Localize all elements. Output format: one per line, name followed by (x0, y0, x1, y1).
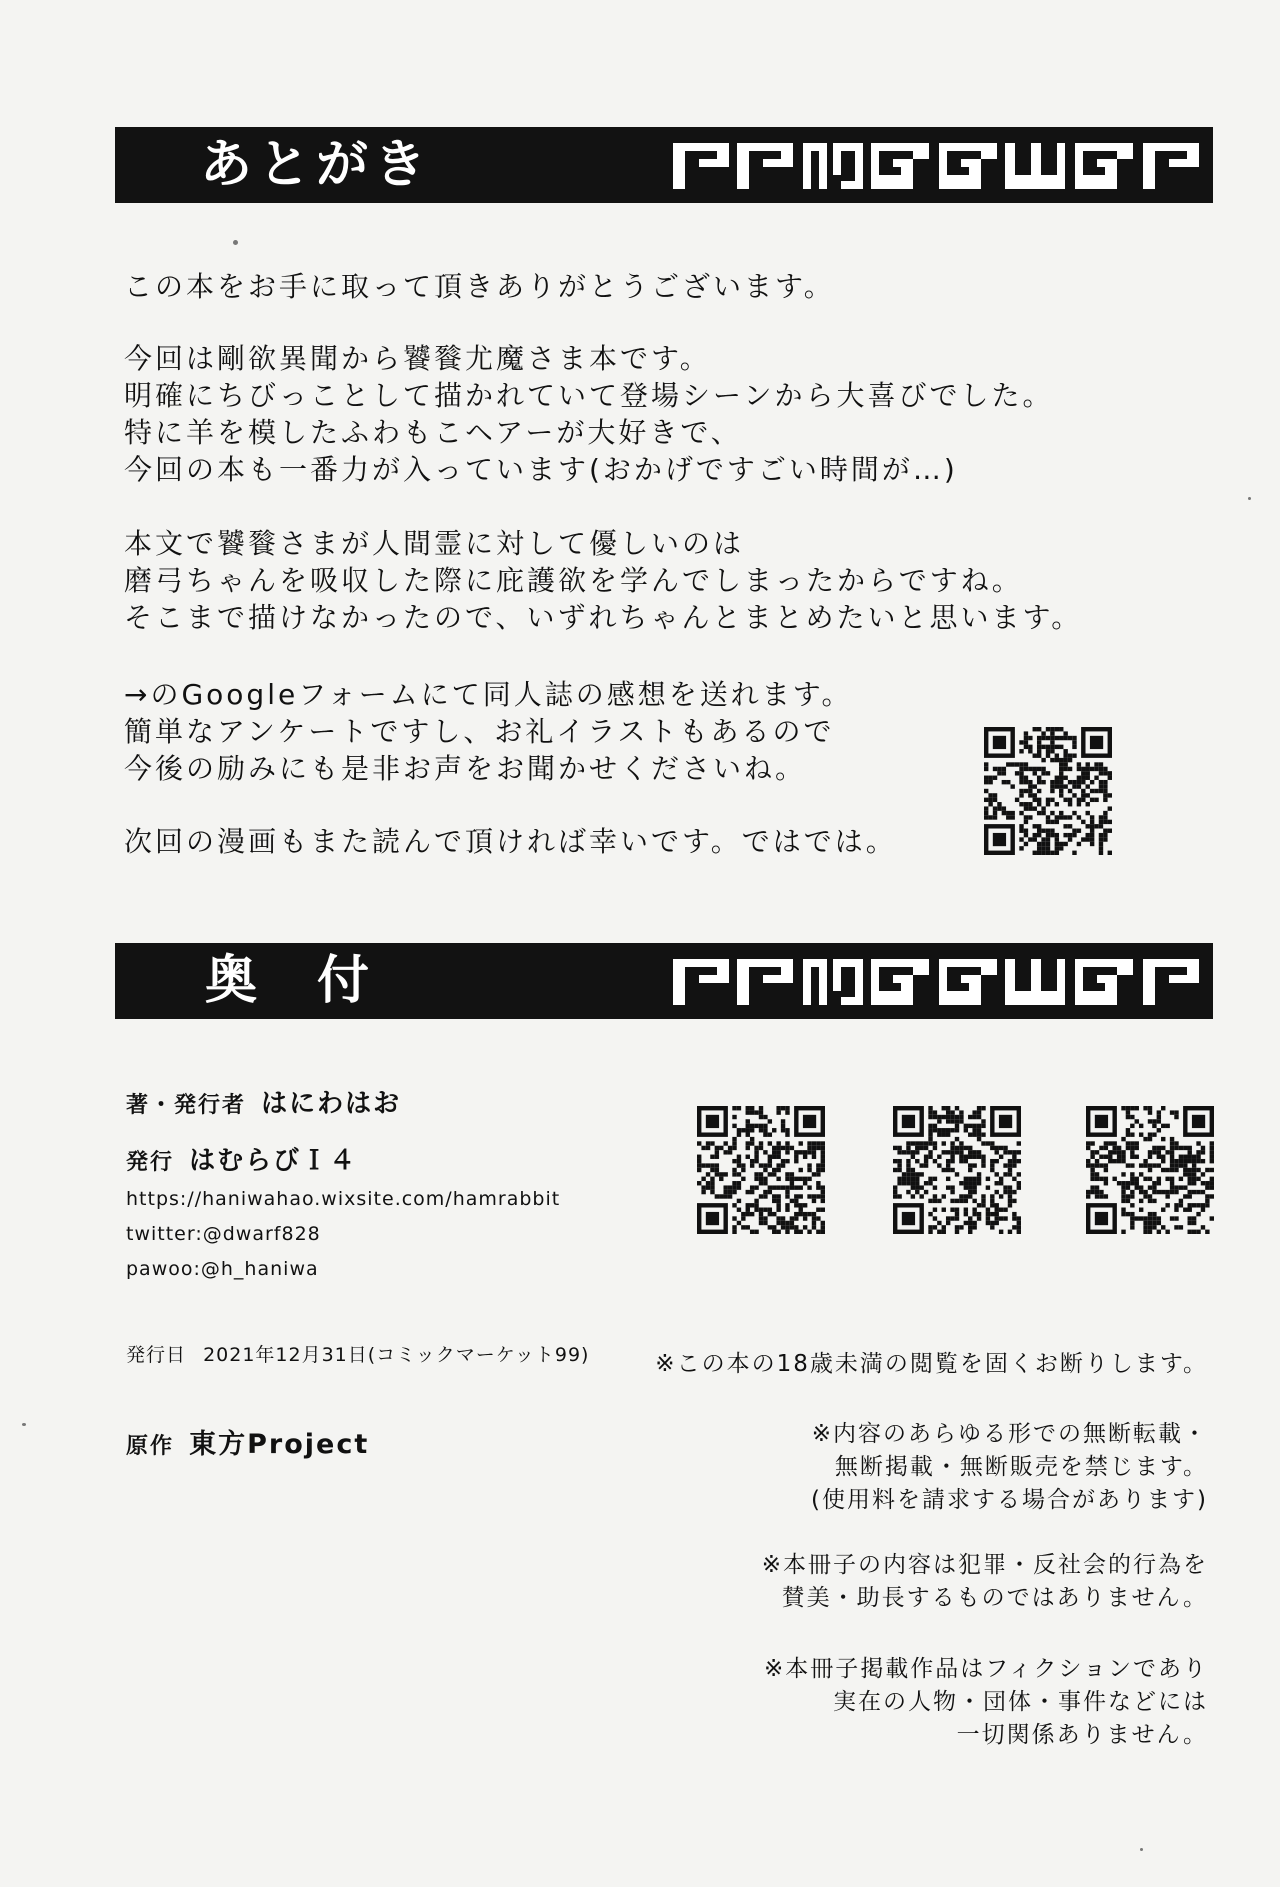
afterword-line: 今回の本も一番力が入っています(おかげですごい時間が…) (124, 453, 958, 486)
afterword-paragraph-2 (124, 340, 1053, 488)
scan-speck (233, 240, 238, 245)
notice-line: 賛美・助長するものではありません。 (781, 1585, 1208, 1611)
afterword-line: 本文で饕餮さまが人間霊に対して優しいのは (124, 527, 745, 560)
scan-speck (1140, 1848, 1143, 1851)
afterword-paragraph-5 (124, 823, 897, 860)
notice-line: ※本冊子の内容は犯罪・反社会的行為を (761, 1552, 1208, 1578)
afterword-line: →のGoogleフォームにて同人誌の感想を送れます。 (124, 678, 853, 711)
afterword-line: そこまで描けなかったので、いずれちゃんとまとめたいと思います。 (124, 601, 1083, 634)
author-label: 著・発行者 (126, 1093, 247, 1118)
afterword-line: 特に羊を模したふわもこヘアーが大好きで、 (124, 416, 742, 449)
qr-code-icon[interactable] (697, 1106, 825, 1234)
afterword-paragraph-4 (124, 676, 853, 787)
fiction-disclaimer-notice (764, 1653, 1208, 1752)
author-name: はにわはお (261, 1089, 402, 1119)
afterword-header-band (115, 127, 1213, 203)
afterword-line: 簡単なアンケートですし、お礼イラストもあるので (124, 715, 835, 748)
notice-line: ※内容のあらゆる形での無断転載・ (811, 1421, 1208, 1447)
afterword-heading: あとがき (200, 135, 433, 195)
publisher-row (126, 1140, 357, 1177)
afterword-line: 次回の漫画もまた読んで頂ければ幸いです。ではでは。 (124, 825, 897, 858)
notice-line: ※この本の18歳未満の閲覧を固くお断りします。 (655, 1351, 1208, 1377)
afterword-line: 今回は剛欲異聞から饕餮尤魔さま本です。 (124, 342, 711, 375)
issue-date-row (126, 1340, 589, 1367)
notice-line: 実在の人物・団体・事件などには (833, 1689, 1208, 1715)
colophon-header-band (115, 943, 1213, 1019)
colophon-heading: 奥付 (205, 951, 430, 1011)
notice-line: 一切関係ありません。 (956, 1722, 1208, 1748)
author-row (126, 1083, 401, 1120)
issue-date-value: 2021年12月31日(コミックマーケット99) (203, 1344, 590, 1366)
afterword-line: この本をお手に取って頂きありがとうございます。 (124, 270, 835, 303)
notice-line: ※本冊子掲載作品はフィクションであり (764, 1656, 1208, 1682)
afterword-line: 明確にちびっことして描かれていて登場シーンから大喜びでした。 (124, 379, 1054, 412)
original-work-value: 東方Project (189, 1429, 370, 1460)
crime-disclaimer-notice (762, 1549, 1208, 1615)
publisher-name: はむらびＩ４ (189, 1146, 358, 1176)
twitter-link[interactable]: twitter:@dwarf828 (126, 1223, 321, 1245)
qr-code-icon[interactable] (984, 727, 1112, 855)
website-link[interactable]: https://haniwahao.wixsite.com/hamrabbit (126, 1188, 561, 1210)
pawoo-link[interactable]: pawoo:@h_haniwa (126, 1258, 319, 1280)
notice-line: 無断掲載・無断販売を禁じます。 (834, 1454, 1208, 1480)
greek-key-border-icon (667, 953, 1207, 1009)
scan-speck (1248, 497, 1251, 500)
original-work-label: 原作 (126, 1434, 175, 1459)
greek-key-border-icon (667, 137, 1207, 193)
notice-line: (使用料を請求する場合があります) (811, 1487, 1208, 1513)
issue-date-label: 発行日 (126, 1344, 187, 1366)
afterword-line: 今後の励みにも是非お声をお聞かせくださいね。 (124, 752, 807, 785)
afterword-paragraph-3 (124, 525, 1082, 636)
original-work-row (126, 1422, 369, 1461)
reproduction-notice (811, 1418, 1208, 1517)
afterword-paragraph-1 (124, 268, 835, 305)
afterword-line: 磨弓ちゃんを吸収した際に庇護欲を学んでしまったからですね。 (124, 564, 1023, 597)
qr-code-icon[interactable] (1086, 1106, 1214, 1234)
scan-speck (22, 1423, 26, 1426)
publisher-label: 発行 (126, 1150, 175, 1175)
qr-code-icon[interactable] (893, 1106, 1021, 1234)
age-restriction-notice (655, 1348, 1208, 1381)
